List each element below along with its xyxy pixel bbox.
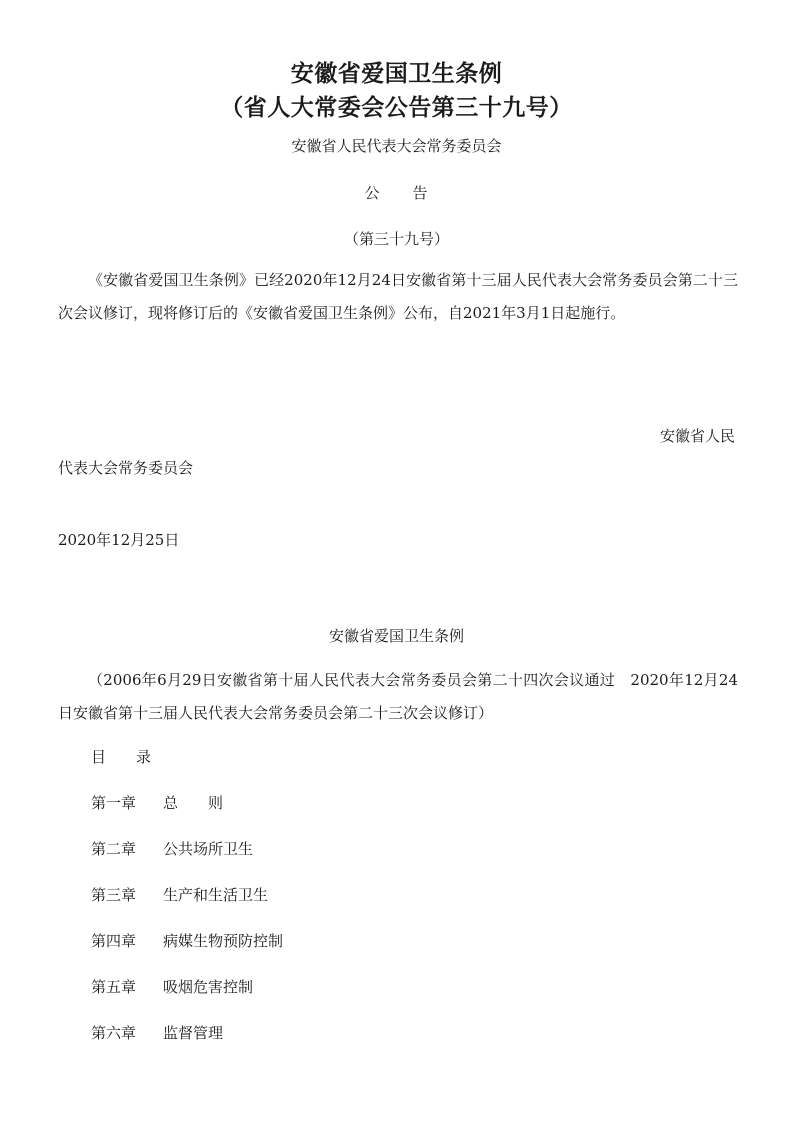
announcement-body: 《安徽省爱国卫生条例》已经2020年12月24日安徽省第十三届人民代表大会常务委员会第二十三次会议修订，现将修订后的《安徽省爱国卫生条例》公布，自2021年3月1日起施行。 [58, 271, 738, 322]
announcement-number: （第三十九号） [343, 230, 449, 248]
toc-chapter-name: 监督管理 [163, 1024, 224, 1042]
toc-chapter-name: 生产和生活卫生 [163, 886, 269, 904]
toc-heading: 目 录 [91, 748, 152, 766]
toc-item [91, 792, 223, 813]
signature-line-1: 安徽省人民 [659, 427, 735, 445]
toc-chapter-name: 总 则 [163, 794, 224, 812]
toc-chapter: 第三章 [91, 886, 137, 904]
toc-item [91, 976, 253, 997]
toc-chapter-name: 吸烟危害控制 [163, 978, 254, 996]
toc-chapter: 第一章 [91, 794, 137, 812]
toc-chapter: 第四章 [91, 932, 137, 950]
announcement-date: 2020年12月25日 [58, 531, 180, 549]
announcement-heading: 公 告 [364, 184, 429, 202]
document-subtitle: （省人大常委会公告第三十九号） [220, 95, 573, 121]
toc-chapter-name: 公共场所卫生 [163, 840, 254, 858]
signature-line-2: 代表大会常务委员会 [58, 459, 194, 477]
toc-chapter: 第二章 [91, 840, 137, 858]
toc-item [91, 884, 268, 905]
toc-chapter: 第五章 [91, 978, 137, 996]
regulation-title: 安徽省爱国卫生条例 [328, 627, 464, 645]
toc-item [91, 930, 283, 951]
toc-item [91, 838, 253, 859]
toc-chapter: 第六章 [91, 1024, 137, 1042]
toc-item [91, 1022, 223, 1043]
toc-chapter-name: 病媒生物预防控制 [163, 932, 284, 950]
issuer-name: 安徽省人民代表大会常务委员会 [291, 137, 502, 155]
document-title: 安徽省爱国卫生条例 [290, 61, 503, 87]
regulation-note: （2006年6月29日安徽省第十届人民代表大会常务委员会第二十四次会议通过 2020年12月24日安徽省第十三届人民代表大会常务委员会第二十三次会议修订） [58, 671, 738, 722]
